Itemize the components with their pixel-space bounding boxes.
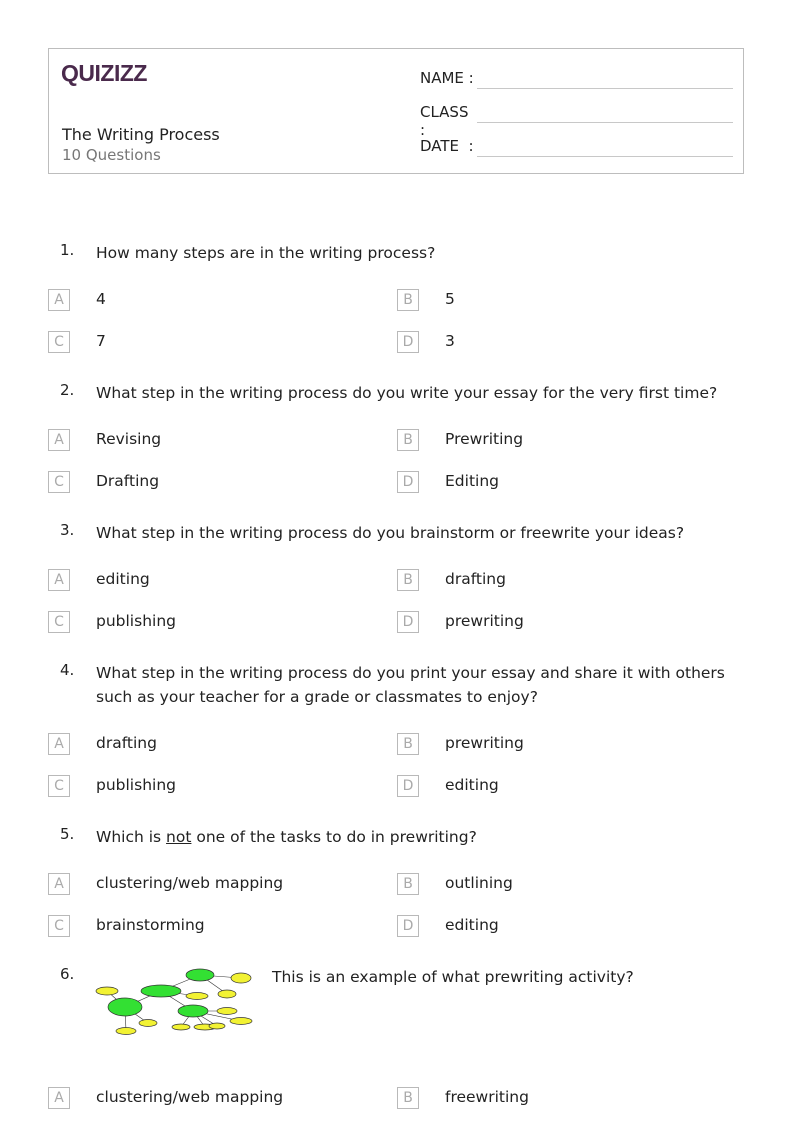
question-text-underlined: not — [166, 828, 192, 846]
class-label: CLASS : — [420, 103, 469, 139]
option-text: 7 — [96, 332, 106, 350]
svg-text:QUIZIZZ: QUIZIZZ — [61, 60, 147, 86]
question-text: What step in the writing process do you brainstorm or freewrite your ideas? — [96, 524, 685, 542]
option-text: prewriting — [445, 734, 524, 752]
option-text: drafting — [445, 570, 506, 588]
option-text: clustering/web mapping — [96, 1088, 284, 1106]
question-text-before: Which is — [96, 828, 167, 846]
cluster-web-diagram-image — [95, 965, 257, 1039]
option-text: 5 — [445, 290, 455, 308]
question-text-after: one of the tasks to do in prewriting? — [191, 828, 477, 846]
name-label: NAME : — [420, 69, 474, 87]
quiz-title: The Writing Process — [62, 125, 220, 144]
question-text: What step in the writing process do you write your essay for the very first time? — [96, 384, 718, 402]
option-text: publishing — [96, 776, 176, 794]
option-letter: B — [397, 873, 419, 895]
option-letter: B — [397, 1087, 419, 1109]
option-letter: A — [48, 873, 70, 895]
option-letter: B — [397, 289, 419, 311]
option-letter: D — [397, 775, 419, 797]
option-letter: A — [48, 733, 70, 755]
name-line[interactable] — [477, 88, 733, 89]
question-number: 1. — [60, 241, 75, 259]
option-letter: D — [397, 331, 419, 353]
option-letter: C — [48, 331, 70, 353]
option-text: drafting — [96, 734, 157, 752]
name-field[interactable] — [420, 69, 476, 87]
option-text: prewriting — [445, 612, 524, 630]
question-number: 2. — [60, 381, 75, 399]
option-text: Drafting — [96, 472, 160, 490]
option-letter: B — [397, 733, 419, 755]
option-letter: A — [48, 1087, 70, 1109]
date-line[interactable] — [477, 156, 733, 157]
option-text: editing — [445, 776, 499, 794]
option-letter: A — [48, 429, 70, 451]
option-text: publishing — [96, 612, 176, 630]
option-text: 3 — [445, 332, 455, 350]
question-count: 10 Questions — [62, 146, 161, 164]
question-number: 6. — [60, 965, 75, 983]
question-text: This is an example of what prewriting activity? — [272, 968, 634, 986]
option-letter: D — [397, 471, 419, 493]
option-letter: C — [48, 915, 70, 937]
option-text: Prewriting — [445, 430, 524, 448]
option-letter: B — [397, 569, 419, 591]
date-field[interactable] — [420, 137, 476, 155]
option-letter: C — [48, 471, 70, 493]
question-text: What step in the writing process do you print your essay and share it with others such as your teacher for a grade or classmates to enjoy? — [96, 664, 725, 706]
option-text: editing — [445, 916, 499, 934]
option-text: freewriting — [445, 1088, 529, 1106]
question-number: 5. — [60, 825, 75, 843]
option-text: clustering/web mapping — [96, 874, 284, 892]
option-text: outlining — [445, 874, 513, 892]
option-letter: B — [397, 429, 419, 451]
option-text: Revising — [96, 430, 162, 448]
question-text — [96, 825, 736, 849]
option-text: editing — [96, 570, 150, 588]
option-letter: D — [397, 611, 419, 633]
option-text: Editing — [445, 472, 499, 490]
date-label: DATE : — [420, 137, 474, 155]
option-letter: D — [397, 915, 419, 937]
question-number: 3. — [60, 521, 75, 539]
option-letter: C — [48, 775, 70, 797]
worksheet-header — [48, 48, 744, 174]
option-text: brainstorming — [96, 916, 205, 934]
question-number: 4. — [60, 661, 75, 679]
class-field[interactable] — [420, 103, 476, 139]
quizizz-logo — [61, 59, 151, 87]
option-letter: C — [48, 611, 70, 633]
class-line[interactable] — [477, 122, 733, 123]
option-text: 4 — [96, 290, 106, 308]
option-letter: A — [48, 289, 70, 311]
option-letter: A — [48, 569, 70, 591]
question-text: How many steps are in the writing process? — [96, 244, 436, 262]
